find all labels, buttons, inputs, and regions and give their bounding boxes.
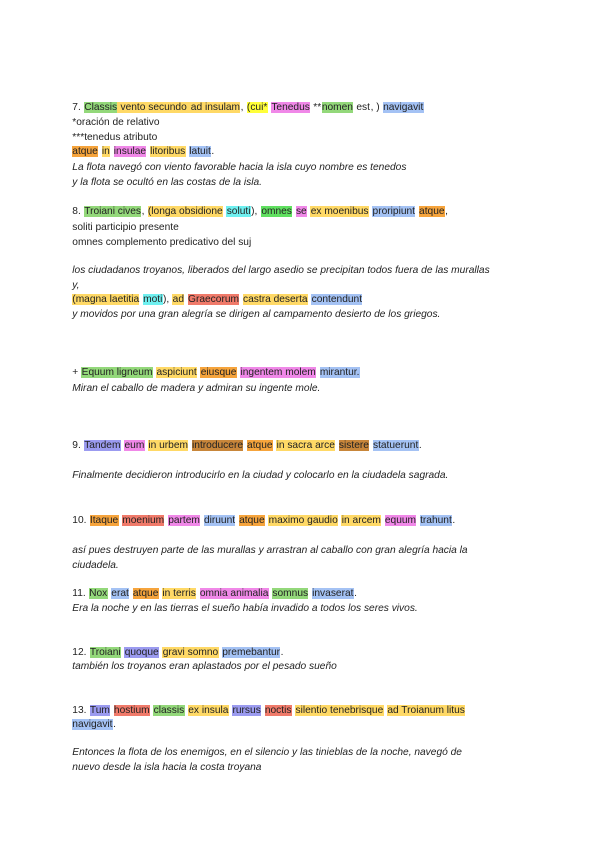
text-segment: .	[418, 440, 422, 451]
highlighted-word: omnia animalia	[199, 588, 269, 599]
text-segment	[316, 367, 319, 378]
text-segment: 13.	[72, 705, 90, 716]
text-line	[72, 439, 542, 452]
text-segment: .	[354, 588, 357, 599]
text-segment: Finalmente decidieron introducirlo en la ciudad y colocarlo en la ciudadela sagrada.	[72, 470, 449, 481]
highlighted-word: Tandem	[84, 440, 121, 451]
text-segment: omnes complemento predicativo del suj	[72, 237, 252, 248]
text-line	[72, 382, 542, 395]
highlighted-word: erat	[111, 588, 129, 599]
highlighted-word: sistere	[338, 440, 369, 451]
text-segment: 12.	[72, 647, 90, 658]
text-segment: ),	[251, 206, 261, 217]
highlighted-word: hostium	[113, 705, 150, 716]
highlighted-word: Tum	[89, 705, 110, 716]
text-segment: ,	[240, 102, 247, 113]
highlighted-word: mirantur.	[319, 367, 360, 378]
highlighted-word: premebantur	[222, 647, 281, 658]
highlighted-word: in urbem	[148, 440, 188, 451]
highlighted-word: in	[101, 146, 110, 157]
text-segment: ciudadela.	[72, 560, 119, 571]
highlighted-word: eum	[124, 440, 145, 451]
text-segment: ***tenedus atributo	[72, 132, 158, 143]
text-segment: .	[113, 719, 116, 730]
text-segment: .	[280, 647, 284, 658]
text-segment: así pues destruyen parte de las murallas y arrastran al caballo con gran alegría hacia la	[72, 545, 468, 556]
text-line	[72, 279, 542, 292]
text-segment: y movidos por una gran alegría se dirigen al campamento desierto de los griegos.	[72, 309, 441, 320]
text-segment: .	[211, 146, 215, 157]
highlighted-word: ad	[172, 294, 184, 305]
text-segment: soliti participio presente	[72, 222, 179, 233]
highlighted-word: statuerunt	[372, 440, 419, 451]
text-segment: 11.	[72, 588, 89, 599]
highlighted-word: (magna laetitia	[72, 294, 140, 305]
highlighted-word: ad insulam	[190, 102, 241, 113]
highlighted-word: (cui*	[246, 102, 268, 113]
text-segment: , )	[370, 102, 383, 113]
highlighted-word: Itaque	[89, 515, 119, 526]
text-segment: nuevo desde la isla hacia la costa troyana	[72, 762, 262, 773]
highlighted-word: moti	[143, 294, 163, 305]
text-line	[72, 366, 542, 379]
text-segment: 10.	[72, 515, 90, 526]
highlighted-word: litoribus	[150, 146, 186, 157]
highlighted-word: moenium	[122, 515, 165, 526]
highlighted-word: quoque	[124, 647, 159, 658]
highlighted-word: aspiciunt	[156, 367, 197, 378]
text-line	[72, 308, 542, 321]
highlighted-word: ingentem molem	[240, 367, 316, 378]
highlighted-word: navigavit	[383, 102, 424, 113]
text-segment: 9.	[72, 440, 84, 451]
text-line	[72, 660, 542, 673]
highlighted-word: latuit	[189, 146, 211, 157]
highlighted-word: ex moenibus	[310, 206, 369, 217]
highlighted-word: trahunt	[420, 515, 452, 526]
text-line	[72, 746, 542, 759]
highlighted-word: proripiunt	[372, 206, 416, 217]
text-segment: +	[72, 367, 82, 378]
highlighted-word: Nox	[89, 588, 108, 599]
highlighted-word: atque	[419, 206, 445, 217]
text-segment: La flota navegó con viento favorable hacia la isla cuyo nombre es tenedos	[72, 162, 407, 173]
text-segment: ,	[445, 206, 448, 217]
text-line	[72, 761, 542, 774]
highlighted-word: Graecorum	[188, 294, 239, 305]
highlighted-word: invaserat	[312, 588, 354, 599]
highlighted-word: eiusque	[200, 367, 237, 378]
highlighted-word: insulae	[113, 146, 147, 157]
highlighted-word: vento secundo	[117, 102, 190, 113]
text-segment: est	[353, 102, 370, 113]
text-line	[72, 587, 542, 600]
text-segment: Miran el caballo de madera y admiran su ingente mole.	[72, 383, 321, 394]
text-segment: 8.	[72, 206, 84, 217]
text-segment: los ciudadanos troyanos, liberados del largo asedio se precipitan todos fuera de las murallas	[72, 265, 490, 276]
highlighted-word: partem	[168, 515, 200, 526]
highlighted-word: navigavit	[72, 719, 113, 730]
highlighted-word: Tenedus	[271, 102, 310, 113]
highlighted-word: in arcem	[341, 515, 381, 526]
text-line	[72, 221, 542, 234]
text-segment: 7.	[72, 102, 84, 113]
highlighted-word: diruunt	[203, 515, 236, 526]
highlighted-word: omnes	[261, 206, 292, 217]
highlighted-word: gravi somno	[162, 647, 219, 658]
highlighted-word: in terris	[162, 588, 196, 599]
highlighted-word: castra deserta	[243, 294, 308, 305]
highlighted-word: atque	[72, 146, 98, 157]
text-segment	[110, 146, 113, 157]
text-segment: también los troyanos eran aplastados por el pesado sueño	[72, 661, 337, 672]
highlighted-word: atque	[132, 588, 159, 599]
text-segment: ,	[141, 206, 148, 217]
text-line	[72, 101, 542, 114]
text-segment: Era la noche y en las tierras el sueño había invadido a todos los seres vivos.	[72, 603, 418, 614]
text-line	[72, 559, 542, 572]
text-segment: y la flota se ocultó en las costas de la isla.	[72, 177, 262, 188]
highlighted-word: Equum ligneum	[81, 367, 153, 378]
text-line	[72, 131, 542, 144]
highlighted-word: equum	[384, 515, 417, 526]
highlighted-word: classis	[153, 705, 185, 716]
highlighted-word: somnus	[272, 588, 309, 599]
text-segment: *oración de relativo	[72, 117, 160, 128]
highlighted-word: contendunt	[311, 294, 363, 305]
highlighted-word: se	[295, 206, 307, 217]
text-segment: Entonces la flota de los enemigos, en el silencio y las tinieblas de la noche, navegó de	[72, 747, 462, 758]
text-line	[72, 704, 542, 717]
text-line	[72, 116, 542, 129]
highlighted-word: Classis	[84, 102, 118, 113]
text-line	[72, 514, 542, 527]
text-line	[72, 205, 542, 218]
text-segment: ),	[163, 294, 173, 305]
highlighted-word: Troiani	[89, 647, 121, 658]
highlighted-word: maximo gaudio	[268, 515, 338, 526]
text-line	[72, 161, 542, 174]
text-line	[72, 602, 542, 615]
text-segment: **	[310, 102, 322, 113]
text-line	[72, 176, 542, 189]
highlighted-word: nomen	[321, 102, 353, 113]
highlighted-word: Troiani cives	[84, 206, 142, 217]
highlighted-word: rursus	[232, 705, 261, 716]
text-line	[72, 544, 542, 557]
text-line	[72, 646, 542, 659]
highlighted-word: noctis	[264, 705, 292, 716]
text-line	[72, 718, 542, 731]
highlighted-word: atque	[239, 515, 265, 526]
highlighted-word: silentio tenebrisque	[295, 705, 384, 716]
text-line	[72, 145, 542, 158]
highlighted-word: soluti	[226, 206, 251, 217]
highlighted-word: ad Troianum litus	[387, 705, 465, 716]
text-line	[72, 469, 542, 482]
text-line	[72, 236, 542, 249]
text-segment: y,	[72, 280, 80, 291]
highlighted-word: introducere	[192, 440, 243, 451]
highlighted-word: atque	[247, 440, 273, 451]
highlighted-word: in sacra arce	[276, 440, 335, 451]
text-line	[72, 264, 542, 277]
highlighted-word: (longa obsidione	[147, 206, 223, 217]
highlighted-word: ex insula	[188, 705, 229, 716]
text-line	[72, 293, 542, 306]
text-segment: .	[452, 515, 456, 526]
